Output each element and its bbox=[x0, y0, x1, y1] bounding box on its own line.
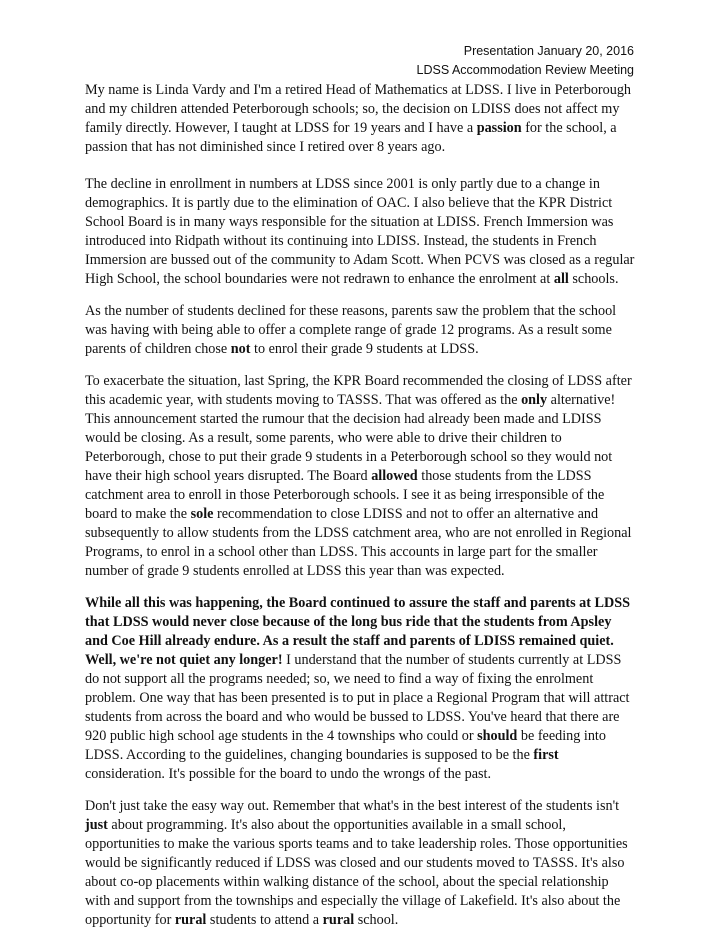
paragraph-not-quiet bbox=[85, 594, 637, 784]
paragraph-text: for the school, a passion that has not diminished since I retired over 8 years ago. bbox=[85, 120, 617, 155]
emphasis: should bbox=[477, 728, 518, 744]
paragraph-board-recommendation bbox=[85, 372, 637, 581]
paragraph-text: Don't just take the easy way out. Remember that what's in the best interest of the students isn't bbox=[85, 798, 620, 814]
emphasis: passion bbox=[476, 120, 522, 136]
paragraph-conclusion bbox=[85, 797, 637, 930]
emphasis: rural bbox=[174, 912, 207, 928]
paragraph-text: To exacerbate the situation, last Spring, the KPR Board recommended the closing of LDSS after this academic year, with students moving to TASSS. That was offered as the bbox=[85, 373, 632, 408]
emphasis: all bbox=[553, 271, 569, 287]
emphasis: sole bbox=[190, 506, 214, 522]
emphasis: first bbox=[533, 747, 559, 763]
paragraph-text: schools. bbox=[568, 271, 619, 287]
emphasis: just bbox=[85, 817, 108, 833]
paragraph-text: As the number of students declined for these reasons, parents saw the problem that the school was having with being able to offer a complete range of grade 12 programs. As a result some parents of children chose bbox=[85, 303, 617, 357]
emphasis: While all this was happening, the Board continued to assure the staff and parents at LDSS that LDSS would never close because of the long bus ride that the students from Apsley and Coe Hill already endure. As a result the staff and parents of LDISS remained quiet. Well, we're not quiet any longer! bbox=[85, 595, 630, 668]
header-meeting-line: LDSS Accommodation Review Meeting bbox=[416, 63, 634, 77]
paragraph-text: I understand that the number of students currently at LDSS do not support all the programs needed; so, we need to find a way of fixing the enrolment problem. One way that has been presented is to put in place a Regional Program that will attract students from across the board and who would be bussed to LDSS. You've heard that there are 920 public high school age students in the 4 townships who could or bbox=[85, 652, 630, 744]
document-body bbox=[85, 81, 637, 943]
paragraph-text: consideration. It's possible for the board to undo the wrongs of the past. bbox=[85, 766, 492, 782]
page-header bbox=[417, 42, 634, 80]
paragraph-text: students to attend a bbox=[206, 912, 323, 928]
emphasis: allowed bbox=[371, 468, 418, 484]
emphasis: only bbox=[521, 392, 548, 408]
paragraph-text: recommendation to close LDISS and not to offer an alternative and subsequently to allow students from the LDSS catchment area, who are not enrolled in Regional Programs, to enrol in a school other than LDSS. This accounts in large part for the smaller number of grade 9 students enrolled at LDSS this year than was expected. bbox=[85, 506, 632, 579]
paragraph-text: school. bbox=[354, 912, 399, 928]
paragraph-parents-choice bbox=[85, 302, 637, 359]
emphasis: rural bbox=[322, 912, 355, 928]
header-date-line: Presentation January 20, 2016 bbox=[463, 44, 634, 58]
paragraph-enrollment-decline bbox=[85, 175, 637, 289]
paragraph-text: alternative! This announcement started the rumour that the decision had already been made and LDISS would be closing. As a result, some parents, who were able to drive their children to Peterborough, chose to put their grade 9 students in a Peterborough school so they would not have their high school years disrupted. The Board bbox=[85, 392, 616, 484]
paragraph-text: those students from the LDSS catchment area to enroll in those Peterborough schools. I see it as being irresponsible of the board to make the bbox=[85, 468, 605, 522]
paragraph-text: to enrol their grade 9 students at LDSS. bbox=[250, 341, 479, 357]
paragraph-text: The decline in enrollment in numbers at LDSS since 2001 is only partly due to a change in demographics. It is partly due to the elimination of OAC. I also believe that the KPR District School Board is in many ways responsible for the situation at LDISS. French Immersion was introduced into Ridpath without its continuing into LDISS. Instead, the students in French Immersion are bussed out of the community to Adam Scott. When PCVS was closed as a regular High School, the school boundaries were not redrawn to enhance the enrolment at bbox=[85, 176, 635, 287]
paragraph-text: be feeding into LDSS. According to the guidelines, changing boundaries is supposed to be the bbox=[85, 728, 606, 763]
emphasis: not bbox=[230, 341, 251, 357]
paragraph-text: My name is Linda Vardy and I'm a retired Head of Mathematics at LDSS. I live in Peterborough and my children attended Peterborough schools; so, the decision on LDISS does not affect my family directly. However, I taught at LDSS for 19 years and I have a bbox=[85, 82, 632, 136]
paragraph-text: about programming. It's also about the opportunities available in a small school, opportunities to make the various sports teams and to take leadership roles. Those opportunities would be significantly reduced if LDSS was closed and our students moved to TASSS. It's also about co-op placements within walking distance of the school, about the special relationship with and support from the townships and especially the village of Lakefield. It's also about the opportunity for bbox=[85, 817, 628, 928]
paragraph-intro bbox=[85, 81, 637, 157]
